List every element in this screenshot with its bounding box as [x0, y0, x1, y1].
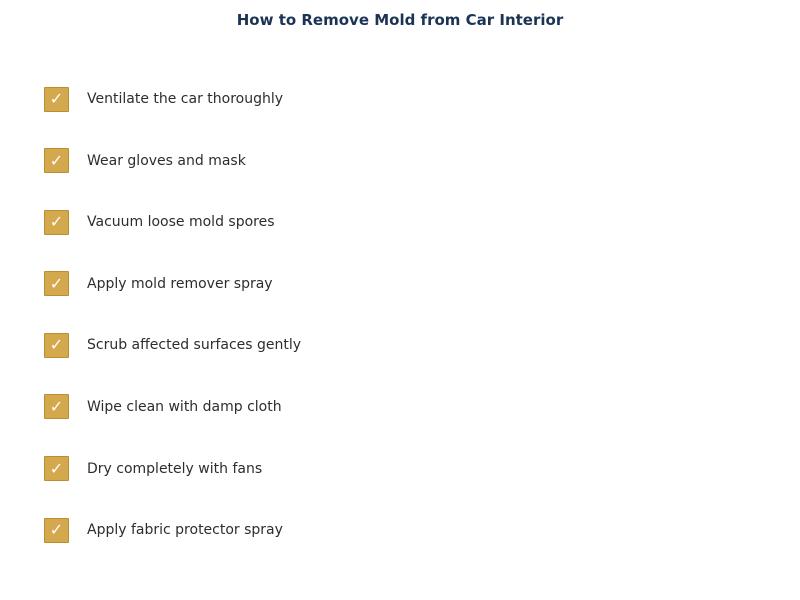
- checkbox[interactable]: ✓: [44, 87, 69, 112]
- checklist-item: [44, 394, 301, 420]
- checklist-item: [44, 456, 301, 482]
- checkbox[interactable]: ✓: [44, 210, 69, 235]
- checkbox[interactable]: ✓: [44, 394, 69, 419]
- checklist-item: [44, 209, 301, 235]
- checklist-item: [44, 86, 301, 112]
- checklist-item: [44, 517, 301, 543]
- checklist-item: [44, 271, 301, 297]
- checklist-item-label: Ventilate the car thoroughly: [87, 91, 284, 107]
- checklist: [44, 86, 301, 579]
- checklist-item-label: Wear gloves and mask: [87, 152, 246, 169]
- page-title: How to Remove Mold from Car Interior: [236, 11, 564, 29]
- checkbox[interactable]: ✓: [44, 148, 69, 173]
- checkbox[interactable]: ✓: [44, 518, 69, 543]
- checklist-item-label: Dry completely with fans: [87, 460, 263, 477]
- checklist-item-label: Apply mold remover spray: [87, 275, 273, 292]
- checklist-item-label: Apply fabric protector spray: [87, 522, 283, 539]
- checklist-item: [44, 332, 301, 358]
- checkbox[interactable]: ✓: [44, 456, 69, 481]
- checklist-item-label: Wipe clean with damp cloth: [87, 398, 282, 415]
- checkbox[interactable]: ✓: [44, 333, 69, 358]
- checkbox[interactable]: ✓: [44, 271, 69, 296]
- checklist-item: [44, 148, 301, 174]
- checklist-item-label: Scrub affected surfaces gently: [87, 337, 302, 354]
- checklist-item-label: Vacuum loose mold spores: [87, 214, 275, 231]
